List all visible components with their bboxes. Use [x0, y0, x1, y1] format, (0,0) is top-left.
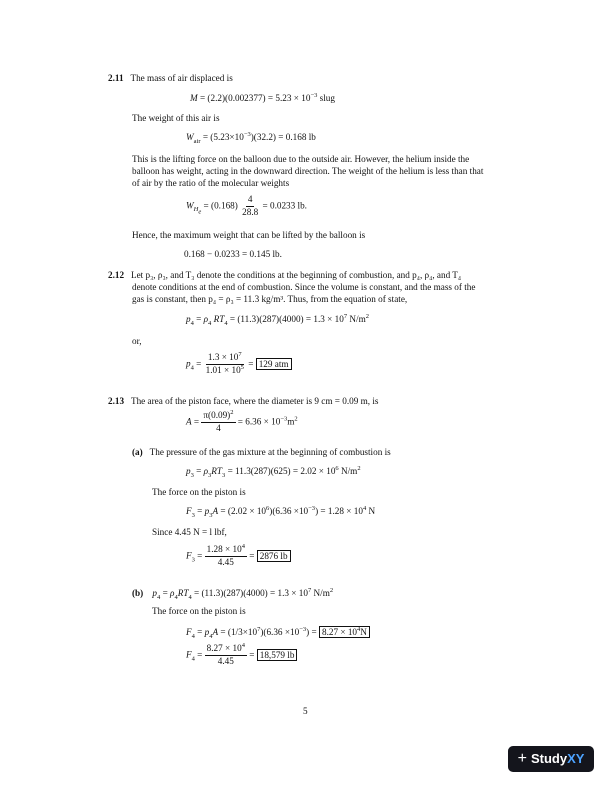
equation-mass: $M = (2.2)(0.002377) = 5.23 \times 10^{-3}$ slug: [190, 91, 335, 103]
fraction: $\frac{1.28 \times 10^4}{4.45}$: [206, 542, 245, 567]
part-b: (b) $p_4 = \rho_4RT_4 = (11.3)(287)(4000) = 1.3 \times 10^7$ $N/m^2$: [132, 586, 334, 601]
fraction: $\frac{4}{28.8}$: [242, 194, 259, 217]
paragraph: denote conditions at the end of combustion. Since the volume is constant, and the mass of the: [132, 282, 476, 292]
equation-state-p4: $p_4 = \rho_4$ $RT_4 = (11.3)(287)(4000) = 1.3 \times 10^7$ $N/m^2$: [186, 312, 369, 327]
problem-number: 2.13: [108, 396, 125, 406]
paragraph: balloon has weight, acting in the downward direction. The weight of the helium is less than that: [132, 166, 484, 176]
problem-2-13: [108, 396, 379, 408]
part-label: (a): [132, 447, 143, 457]
fraction: $\frac{8.27 \times 10^4}{4.45}$: [206, 641, 245, 666]
paragraph: or,: [132, 336, 142, 346]
equation-p3: $p_3 = \rho_3RT_3 = 11.3(287)(625) = 2.02 \times 10^6$ $N/m^2$: [186, 464, 361, 479]
problem-2-12: [108, 270, 461, 282]
paragraph: The pressure of the gas mixture at the beginning of combustion is: [149, 447, 391, 457]
boxed-answer: 2876 lb: [257, 550, 291, 562]
equation-weight-air: $W_{air} = (5.23\times 10^{-3})(32.2) = 0.168$ lb: [186, 130, 316, 145]
part-a: [132, 447, 391, 459]
fraction: $\frac{1.3 \times 10^7}{1.01 \times 10^5}$: [205, 350, 244, 375]
fraction: $\frac{\pi(0.09)^2}{4}$: [203, 408, 234, 433]
equation-f3: $F_3 = p_3A = (2.02 \times 10^6)(6.36 \times 10^{-3}) = 1.28 \times 10^4$ N: [186, 504, 376, 519]
equation-area: A = $\frac{\pi(0.09)^2}{4}$ = $6.36 \times 10^{-3}m^2$: [186, 408, 298, 433]
problem-number: 2.11: [108, 73, 124, 83]
paragraph: This is the lifting force on the balloon due to the outside air. However, the helium inside the: [132, 154, 470, 164]
paragraph: Let p₃, ρ₃, and T₃ denote the conditions at the beginning of combustion, and p₄, ρ₄, and T₄: [130, 270, 462, 280]
page-number: 5: [303, 706, 308, 716]
problem-2-11: [108, 73, 233, 85]
plus-icon: +: [517, 750, 527, 767]
boxed-answer: $8.27 \times 10^4N$: [319, 626, 370, 638]
paragraph: The mass of air displaced is: [130, 73, 233, 83]
studyxy-badge[interactable]: [508, 746, 594, 772]
paragraph: gas is constant, then p₄ = ρ₃ = 11.3 kg/m³. Thus, from the equation of state,: [132, 294, 408, 304]
part-label: (b): [132, 588, 144, 598]
boxed-answer: 18,579 lb: [257, 649, 298, 661]
boxed-answer: 129 atm: [256, 358, 292, 370]
equation-f4: $F_4 = p_4A = (1/3\times 10^7)(6.36 \times 10^{-3}) = 8.27 \times 10^4N$: [186, 627, 370, 639]
paragraph: of air by the ratio of the molecular weights: [132, 178, 290, 188]
equation-f4-lb: $F_4$ = $\frac{8.27 \times 10^4}{4.45}$ = 18,579 lb: [186, 643, 297, 668]
equation-weight-helium: $W_{H_e} = (0.168)$ $\frac{4}{28.8}$ = 0.0233 lb.: [186, 194, 307, 217]
equation-final: 0.168 − 0.0233 = 0.145 lb.: [184, 249, 282, 259]
equation-f3-lb: $F_3$ = $\frac{1.28 \times 10^4}{4.45}$ = 2876 lb: [186, 544, 291, 569]
paragraph: Since 4.45 N = l lbf,: [152, 527, 227, 537]
paragraph: Hence, the maximum weight that can be lifted by the balloon is: [132, 230, 366, 240]
paragraph: The force on the piston is: [152, 487, 246, 497]
paragraph: The area of the piston face, where the diameter is 9 cm = 0.09 m, is: [130, 396, 379, 406]
brand-text: StudyXY: [530, 750, 585, 766]
problem-number: 2.12: [108, 270, 125, 280]
paragraph: The force on the piston is: [152, 606, 246, 616]
paragraph: The weight of this air is: [132, 113, 220, 123]
equation-p4-atm: $p_4$ = $\frac{1.3 \times 10^7}{1.01 \times 10^5}$ = 129 atm: [186, 352, 292, 377]
